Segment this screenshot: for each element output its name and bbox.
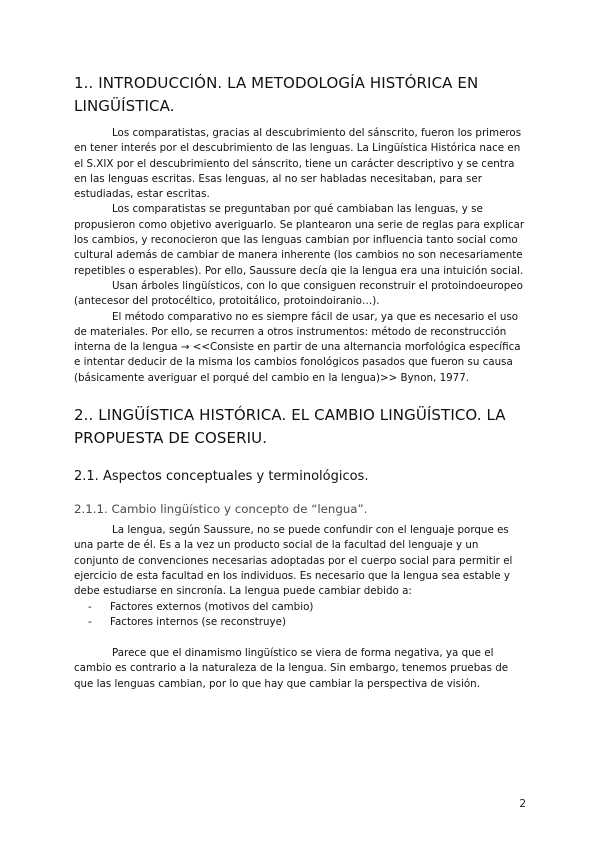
paragraph: La lengua, según Saussure, no se puede confundir con el lenguaje porque es una parte de él. Es a la vez un producto social de la facultad del lenguaje y un conjunto de convenciones necesarias adoptadas por el cuerpo social para permitir el ejercicio de esta facultad en los individuos. Es necesario que la lengua sea estable y debe estudiarse en sincronía. La lengua puede cambiar debido a:: [74, 524, 513, 598]
paragraph: Los comparatistas se preguntaban por qué cambiaban las lenguas, y se propusieron como objetivo averiguarlo. Se plantearon una serie de reglas para explicar los cambios, y reconocieron que las lenguas cambian por influencia tanto social como cultural además de cambiar de manera inherente (los cambios no son necesariamente repetibles o esperables). Por ello, Saussure decía qie la lengua era una intuición social.: [74, 203, 525, 277]
paragraph: Los comparatistas, gracias al descubrimiento del sánscrito, fueron los primeros en tener interés por el descubrimiento de las lenguas. La Lingüística Histórica nace en el S.XIX por el descubrimiento del sánscrito, tiene un carácter descriptivo y se centra en las lenguas escritas. Esas lenguas, al no ser habladas necesitaban, para ser estudiadas, estar escritas.: [74, 127, 522, 201]
dash-bullet: -: [88, 600, 92, 613]
subsection-heading: 2.1. Aspectos conceptuales y terminológicos.: [74, 469, 369, 485]
section-1-heading: 1.. INTRODUCCIÓN. LA METODOLOGÍA HISTÓRICA EN LINGÜÍSTICA.: [74, 74, 479, 115]
paragraph: Parece que el dinamismo lingüístico se viera de forma negativa, ya que el cambio es contrario a la naturaleza de la lengua. Sin embargo, tenemos pruebas de que las lenguas cambian, por lo que hay que cambiar la perspectiva de visión.: [74, 647, 509, 690]
document-page: [74, 72, 526, 692]
list-item: [74, 600, 526, 615]
dash-bullet: -: [88, 615, 92, 628]
section-2-heading: 2.. LINGÜÍSTICA HISTÓRICA. EL CAMBIO LINGÜÍSTICO. LA PROPUESTA DE COSERIU.: [74, 406, 506, 448]
factors-list: [74, 600, 526, 631]
page-number: 2: [519, 798, 526, 810]
subsubsection-heading: 2.1.1. Cambio lingüístico y concepto de “lengua”.: [74, 502, 368, 517]
list-item-text: Factores internos (se reconstruye): [110, 615, 286, 628]
list-item: [74, 615, 526, 630]
paragraph: El método comparativo no es siempre fácil de usar, ya que es necesario el uso de materiales. Por ello, se recurren a otros instrumentos: método de reconstrucción interna de la lengua → <<Consiste en partir de una alternancia morfológica específica e intentar deducir de la misma los cambios fonológicos pasados que fueron su causa (básicamente averiguar el porqué del cambio en la lengua)>> Bynon, 1977.: [74, 310, 521, 384]
list-item-text: Factores externos (motivos del cambio): [110, 600, 314, 613]
paragraph: Usan árboles lingüísticos, con lo que consiguen reconstruir el protoindoeuropeo (antecesor del protocéltico, protoitálico, protoindoiranio…).: [74, 279, 523, 308]
